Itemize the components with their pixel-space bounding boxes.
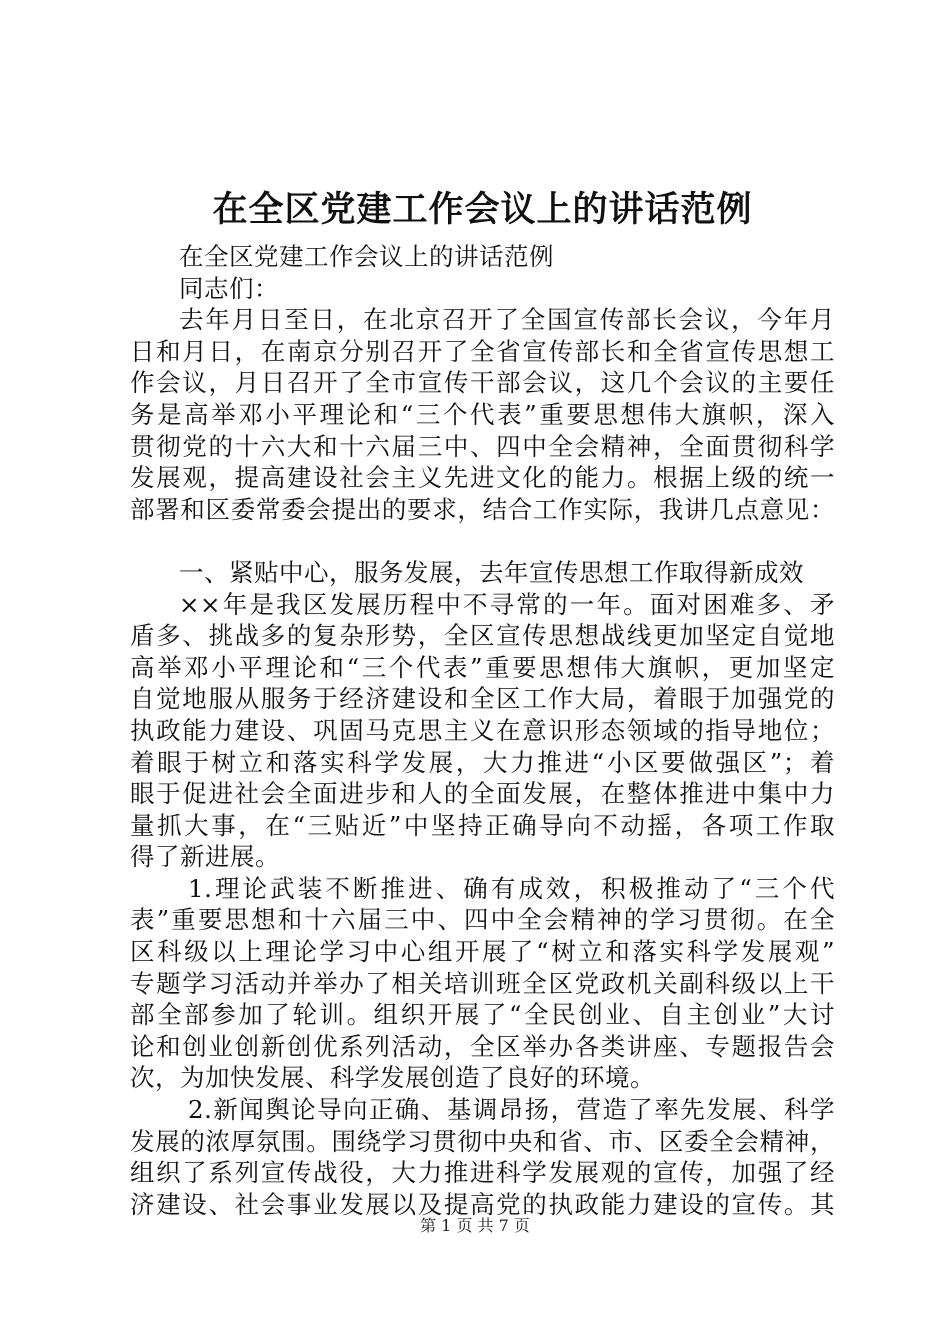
- body-line: 发展观，提高建设社会主义先进文化的能力。根据上级的统一: [130, 463, 835, 493]
- body-line: 作会议，月日召开了全市宣传干部会议，这几个会议的主要任: [130, 368, 835, 398]
- body-line: 高举邓小平理论和“三个代表”重要思想伟大旗帜，更加坚定: [130, 652, 835, 682]
- document-title: 在全区党建工作会议上的讲话范例: [212, 189, 753, 230]
- salutation-line: 同志们：: [179, 273, 279, 303]
- body-line: 组织了系列宣传战役，大力推进科学发展观的宣传，加强了经: [130, 1158, 835, 1188]
- body-line: 着眼于树立和落实科学发展，大力推进“小区要做强区”；着: [130, 747, 835, 777]
- body-line: 专题学习活动并举办了相关培训班全区党政机关副科级以上干: [130, 968, 835, 998]
- subtitle-line: 在全区党建工作会议上的讲话范例: [179, 242, 554, 271]
- body-line: 自觉地服从服务于经济建设和全区工作大局，着眼于加强党的: [130, 684, 835, 714]
- numbered-item-line: 1.理论武装不断推进、确有成效，积极推动了“三个代: [188, 873, 835, 903]
- body-line: 部署和区委常委会提出的要求，结合工作实际，我讲几点意见：: [130, 494, 835, 524]
- body-line: 区科级以上理论学习中心组开展了“树立和落实科学发展观”: [130, 937, 835, 967]
- numbered-item-line: 2.新闻舆论导向正确、基调昂扬，营造了率先发展、科学: [188, 1095, 835, 1125]
- body-line: 去年月日至日，在北京召开了全国宣传部长会议，今年月: [179, 305, 835, 335]
- blank-line: [130, 525, 835, 557]
- body-line: 务是高举邓小平理论和“三个代表”重要思想伟大旗帜，深入: [130, 399, 835, 429]
- body-line: 盾多、挑战多的复杂形势，全区宣传思想战线更加坚定自觉地: [130, 621, 835, 651]
- body-line: 表”重要思想和十六届三中、四中全会精神的学习贯彻。在全: [130, 905, 835, 935]
- body-line: 眼于促进社会全面进步和人的全面发展，在整体推进中集中力: [130, 779, 835, 809]
- page-number: 第 1 页 共 7 页: [420, 1216, 530, 1235]
- document-body: [130, 241, 835, 1220]
- body-line: 贯彻党的十六大和十六届三中、四中全会精神，全面贯彻科学: [130, 431, 835, 461]
- body-line: 发展的浓厚氛围。围绕学习贯彻中央和省、市、区委全会精神，: [130, 1126, 835, 1156]
- body-line: 部全部参加了轮训。组织开展了“全民创业、自主创业”大讨: [130, 1000, 835, 1030]
- section-heading: 一、紧贴中心，服务发展，去年宣传思想工作取得新成效: [179, 557, 804, 587]
- body-line: 次，为加快发展、科学发展创造了良好的环境。: [130, 1063, 655, 1093]
- body-line: 量抓大事，在“三贴近”中坚持正确导向不动摇，各项工作取: [130, 810, 835, 840]
- body-line: 论和创业创新创优系列活动，全区举办各类讲座、专题报告会: [130, 1031, 835, 1061]
- body-line: ××年是我区发展历程中不寻常的一年。面对困难多、矛: [179, 589, 835, 619]
- body-line: 日和月日，在南京分别召开了全省宣传部长和全省宣传思想工: [130, 336, 835, 366]
- body-line: 执政能力建设、巩固马克思主义在意识形态领域的指导地位；: [130, 715, 835, 745]
- body-line: 济建设、社会事业发展以及提高党的执政能力建设的宣传。其: [130, 1189, 835, 1219]
- body-line: 得了新进展。: [130, 842, 280, 872]
